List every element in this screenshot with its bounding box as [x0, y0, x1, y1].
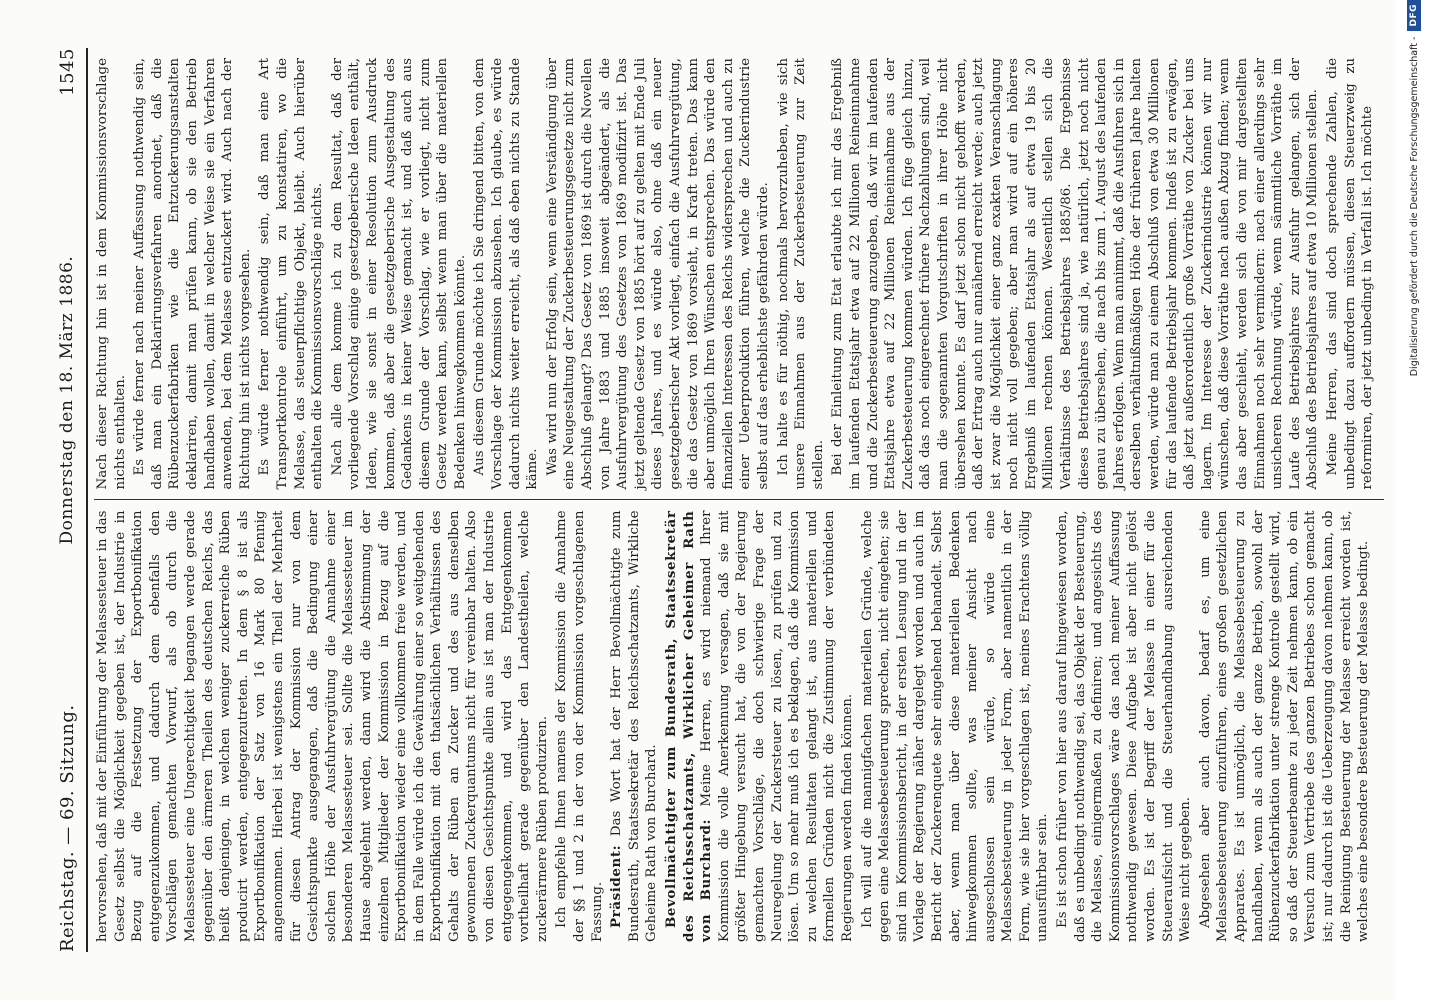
paragraph-text: Ich empfehle Ihnen namens der Kommission die Annahme der §§ 1 und 2 in der von der Kommission vorgeschlagenen Fassung.	[554, 510, 605, 942]
paragraph	[131, 58, 254, 490]
paragraph	[256, 58, 326, 490]
paragraph-text: Das Wort hat der Herr Bevollmächtigte zum Bundesrath, Staatssekretär des Reichsschatzamts, Wirkliche Geheime Rath von Burchard.	[609, 510, 660, 942]
paragraph	[553, 511, 606, 943]
paragraph-text: Ich will auf die mannigfachen materiellen Gründe, welche gegen eine Melassebesteuerung sprechen, nicht eingehen; sie sind im Kommissionsbericht, in der ersten Lesung und in der Vorlage der Regierung näher dargelegt worden und auch im Bericht der Zuckerenquete sehr eingehend behandelt. Selbst aber, wenn man über diese materiellen Bedenken hinwegkommen sollte, was meiner Ansicht nach ausgeschlossen sein würde, so würde eine Melassebesteuerung in jeder Form, aber namentlich in der Form, wie sie hier vorgeschlagen ist, meines Erachtens völlig unausführbar sein.	[859, 510, 1051, 942]
digitization-note: Digitalisierung gefördert durch die Deutsche Forschungsgemeinschaft -	[1408, 36, 1420, 377]
paragraph-text: Meine Herren, es wird niemand Ihrer Kommission die volle Anerkennung versagen, daß sie mit größter Hingebung versucht hat, die von der Regierung gemachten Vorschläge, die doch schwierige Frage der Neuregelung der Zuckersteuer zu lösen, zu prüfen und zu lösen. Um so mehr muß ich es beklagen, daß die Kommission zu welchen Resultaten gelangt ist, aus materiellen und formellen Gründen nicht die Zustimmung der verbündeten Regierungen werden finden können.	[699, 510, 855, 942]
paragraph	[859, 511, 1053, 943]
speaker-name: Präsident:	[608, 844, 625, 928]
column-divider	[94, 500, 1384, 501]
paragraph-text: Ich halte es für nöthig, nochmals hervorzuheben, wie sich unsere Einnahmen aus der Zuckerbesteuerung zur Zeit stellen.	[775, 58, 826, 490]
rotated-page-content	[50, 40, 1390, 960]
paragraph-text: Nach alle dem komme ich zu dem Resultat, daß der vorliegende Vorschlag einige gesetzgeberische Ideen enthält, Ideen, wie sie sonst in einer Resolution zum Ausdruck kommen, daß aber die gesetzgeberische Ausgestaltung des Gedankens in keiner Weise gemacht ist, und daß auch aus diesem Grunde der Vorschlag, wie er vorliegt, nicht zum Gesetz werden kann, selbst wenn man über die materiellen Bedenken hinwegkommen könnte.	[329, 58, 468, 490]
paragraph	[663, 511, 857, 943]
text-column-right	[94, 48, 1384, 500]
paragraph-text: Aus diesem Grunde möchte ich Sie dringend bitten, von dem Vorschlage der Kommission abzusehen. Ich glaube, es würde dadurch nichts weiter erreicht, als daß eben nichts zu Stande käme.	[472, 58, 541, 490]
paragraph-text: Nach dieser Richtung hin ist in dem Kommissionsvorschlage nichts enthalten.	[95, 58, 128, 490]
speaker-name: Bevollmächtigter zum Bundesrath, Staatssekretär des Reichsschatzamts, Wirklicher Geheimer Rath von Burchard:	[663, 510, 715, 942]
paragraph	[1054, 511, 1195, 943]
paragraph-text: Was wird nun der Erfolg sein, wenn eine Verständigung über eine Neugestaltung der Zuckerbesteuerungsgesetze nicht zum Abschluß gelangt? Das Gesetz von 1869 ist durch die Novellen von Jahre 1883 und 1885 insoweit abgeändert, als die Ausfuhrvergütung des Gesetzes von 1869 modifizirt ist. Das jetzt geltende Gesetz von 1885 hört auf zu gelten mit Ende Juli dieses Jahres, und es würde also, ohne daß ein neuer gesetzgeberischer Akt vorliegt, einfach die Ausfuhrvergütung, die das Gesetz von 1869 vorsieht, in Kraft treten. Das kann aber unmöglich Ihren Wünschen entsprechen. Das würde den finanziellen Interessen des Reichs widersprechen und auch zu einer Ueberproduktion führen, welche die Zuckerindustrie selbst auf das erheblichste gefährden würde.	[544, 58, 771, 490]
paragraph	[329, 58, 470, 490]
paragraph	[775, 58, 828, 490]
paragraph	[471, 58, 541, 490]
page-number: 1545	[56, 48, 78, 96]
paragraph-text: Abgesehen aber auch davon, bedarf es, um eine Melassebesteuerung einzuführen, eines großen gesetzlichen Apparates. Es ist unmöglich, die Melassebesteuerung zu handhaben, wenn als auch der ganze Betrieb, sowohl der Rübenzuckerfabrikation unter strenge Kontrole gestellt wird, so daß der Steuerbeamte zu jeder Zeit nehmen kann, ob ein Versuch zum Vertriebe des ganzen Betriebes schon gemacht ist; nur dadurch ist die Ueberzeugung davon nehmen kann, ob die Reinigung Besteuerung der Melasse erreicht worden ist, welches eine besondere Besteuerung der Melasse bedingt.	[1197, 510, 1372, 942]
running-head-left: Reichstag. — 69. Sitzung.	[56, 704, 78, 952]
paragraph-text: Es würde ferner nach meiner Auffassung nothwendig sein, daß man ein Deklarirungsverfahren anordnet, daß die Rübenzuckerfabriken wie die Entzuckerungsanstalten deklariren, damit man prüfen kann, ob sie den Betrieb handhaben wollen, damit in welcher Weise sie ein Verfahren anwenden, bei dem Melasse entzuckert wird. Auch nach der Richtung hin ist nichts vorgesehen.	[132, 58, 253, 490]
paragraph	[544, 58, 773, 490]
paragraph	[829, 58, 1322, 490]
running-head-date: Donnerstag den 18. März 1886.	[57, 255, 77, 545]
text-columns	[94, 48, 1384, 952]
digitization-credit	[1403, 0, 1425, 1000]
paragraph-text: Es würde ferner nothwendig sein, daß man eine Art Transportkontrole einführt, um zu konstatiren, wo die Melasse, das steuerpflichtige Objekt, bleibt. Auch hierüber enthalten die Kommissionsvorschläge nichts.	[257, 58, 326, 490]
running-head	[50, 48, 84, 952]
paragraph	[1197, 511, 1373, 943]
paragraph	[94, 511, 551, 943]
paragraph-text: hervorsehen, daß mit der Einführung der Melassesteuer in das Gesetz selbst die Möglichkeit gegeben ist, der Industrie in Bezug auf die Festsetzung der Exportbonifikation entgegenzukommen, und dadurch dem ebenfalls den Vorschlägen gemachten Vorwurf, als ob durch die Melassesteuer eine Ungerechtigkeit begangen werde gerade gegenüber den ärmeren Theilen des deutschen Reichs, das heißt denjenigen, in welchen weniger zuckerreiche Rüben producirt werden, entgegenzutreten. In dem § 8 ist als Exportbonifikation der Satz von 16 Mark 80 Pfennig angenommen. Hierbei ist wenigstens ein Theil der Mehrheit für diesen Antrag der Kommission nur von dem Gesichtspunkte ausgegangen, daß die Bedingung einer solchen Höhe der Ausfuhrvergütung die Annahme einer besonderen Melassesteuer sei. Sollte die Melassesteuer im Hause abgelehnt werden, dann wird die Abstimmung der einzelnen Mitglieder der Kommission in Bezug auf die Exportbonifikation wieder eine vollkommen freie werden, und in dem Falle würde ich die Gewährung einer so weitgehenden Exportbonifikation mit den thatsächlichen Verhältnissen des Gehalts der Rüben an Zucker und des aus denselben gewonnenen Zuckerquantums nicht für vereinbar halten. Also von diesen Gesichtspunkte allein aus ist man der Industrie entgegengekommen, und wird das Entgegenkommen vortheilhaft gerade gegenüber den Landestheilen, welche zuckerärmere Rüben produziren.	[95, 510, 550, 942]
paragraph-text: Es ist schon früher von hier aus darauf hingewiesen worden, daß es unbedingt nothwendig sei, das Objekt der Besteuerung, die Melasse, einigermaßen zu definiren; und angesichts des Kommissionsvorschlages wäre das nach meiner Auffassung nothwendig gewesen. Diese Aufgabe ist aber nicht gelöst worden. Es ist der Begriff der Melasse in einer für die Steueraufsicht und die Steuerhandhabung ausreichenden Weise nicht gegeben.	[1055, 510, 1194, 942]
header-rule	[86, 48, 88, 952]
paragraph	[94, 58, 129, 490]
digitization-strip	[1396, 0, 1432, 1000]
paragraph-text: Meine Herren, das sind doch sprechende Zahlen, die unbedingt dazu auffordern müssen, diesen Steuerzweig zu reformiren, der jetzt unbedingt in Verfall ist. Ich möchte	[1324, 58, 1376, 490]
text-column-left	[94, 501, 1384, 953]
paragraph-text: Bei der Einleitung zum Etat erlaubte ich mir das Ergebniß im laufenden Etatsjahr etwa auf 22 Millionen Reineinnahme und die Zuckerbesteuerung anzugeben, daß wir im laufenden Etatsjahre etwa auf 22 Millionen Reineinnahme aus der Zuckerbesteuerung kommen würden. Ich füge gleich hinzu, daß das noch eingerechnet frühere Nachzahlungen sind, weil man die sogenannten Vorgutschriften in ihrer Höhe nicht übersehen konnte. Es darf jetzt schon nicht gehofft werden, daß der Ertrag auch nur annähernd erreicht werde; auch jetzt ist zwar die Möglichkeit einer ganz exakten Veranschlagung noch nicht voll gegeben; aber man wird auf ein höheres Ergebniß im laufenden Etatsjahr als auf etwa 19 bis 20 Millionen rechnen können. Wesentlich stellen sich die Verhältnisse des Betriebsjahres 1885/86. Die Ergebnisse dieses Betriebsjahres sind ja, wie natürlich, jetzt noch nicht genau zu übersehen, die nach bis zum 1. August des laufenden Jahres erfolgen. Wenn man annimmt, daß die Ausfuhren sich in derselben verhältnißmäßigen Höhe der früheren Jahre halten werden, würde man zu einem Abschluß von etwa 30 Millionen für das laufende Betriebsjahr kommen. Indeß ist zu erwägen, daß jetzt außerordentlich große Vorräthe von Zucker bei uns lagern. Im Interesse der Zuckerindustrie können wir nur wünschen, daß diese Vorräthe nach außen Abzug finden; wenn das aber geschieht, werden sich die von mir dargestellten Einnahmen noch sehr vermindern: nach einer allerdings sehr unsicheren Rechnung würde, wenn sämmtliche Vorräthe im Laufe des Betriebsjahres zur Ausfuhr gelangen, sich der Abschluß des Betriebsjahres auf etwa 10 Millionen stellen.	[830, 58, 1321, 490]
paragraph	[1324, 58, 1377, 490]
paragraph	[608, 511, 661, 943]
dfg-logo: DFG	[1407, 0, 1421, 31]
